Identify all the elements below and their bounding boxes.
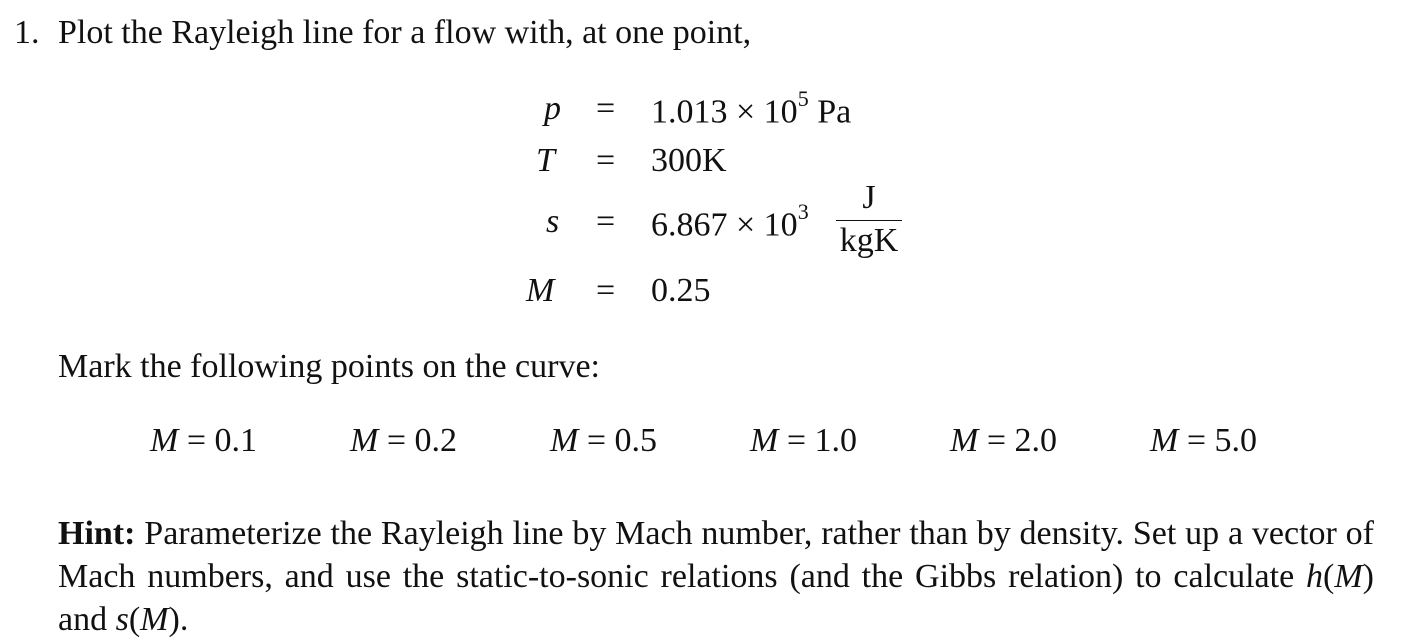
func-h: h — [1306, 558, 1324, 595]
mach-points-row — [0, 422, 1418, 472]
value-M: 0.25 — [651, 272, 711, 309]
variable-p: p — [544, 90, 561, 127]
equals-sign: = — [596, 272, 616, 309]
variable-s: s — [546, 203, 560, 240]
mach-point: M = 0.2 — [350, 422, 458, 459]
fraction-denominator: kgK — [839, 222, 899, 259]
condition-s-row — [0, 199, 1418, 263]
equals-sign: = — [596, 90, 616, 127]
condition-p-row — [0, 86, 1418, 150]
mach-point: M = 2.0 — [950, 422, 1058, 459]
variable-T: T — [536, 142, 555, 179]
condition-M-row — [0, 272, 1418, 332]
hint-connector: and — [58, 601, 116, 638]
hint-paragraph: Hint: Parameterize the Rayleigh line by Mach number, rather than by density. Set up a vector of Mach numbers, and use the static-to-sonic relations (and the Gibbs relation) to calculate h(M) and s(M). — [58, 515, 1374, 638]
mach-point: M = 1.0 — [750, 422, 858, 459]
equals-sign: = — [596, 142, 616, 179]
condition-T-row — [0, 142, 1418, 202]
hint-text: Parameterize the Rayleigh line by Mach number, rather than by density. Set up a vector of Mach numbers, and use the static-to-sonic relations (and the Gibbs relation) to calculate — [58, 515, 1374, 595]
fraction-numerator: J — [862, 179, 876, 216]
unit-p: Pa — [808, 93, 852, 131]
variable-M: M — [526, 272, 555, 309]
problem-intro: Plot the Rayleigh line for a flow with, at one point, — [58, 14, 752, 51]
unit-fraction-s — [836, 178, 902, 261]
value-T: 300K — [651, 142, 727, 179]
value-s: $6.867 \times 10^3$ — [651, 199, 809, 244]
hint-label: Hint: — [58, 515, 136, 552]
problem-number: 1. — [14, 14, 40, 51]
func-s-arg: M — [140, 601, 169, 638]
equals-sign: = — [596, 203, 616, 240]
mach-point: M = 0.1 — [150, 422, 258, 459]
exponent-p: 5 — [797, 86, 809, 111]
func-h-arg: M — [1334, 558, 1363, 595]
exponent-s: 3 — [797, 199, 809, 224]
mach-point: M = 5.0 — [1150, 422, 1258, 459]
hint-end: . — [179, 601, 189, 638]
value-p: $1.013 \times 10^5$ Pa — [651, 86, 852, 131]
mach-point: M = 0.5 — [550, 422, 658, 459]
mark-instruction: Mark the following points on the curve: — [58, 348, 601, 385]
func-s: s — [115, 601, 129, 638]
